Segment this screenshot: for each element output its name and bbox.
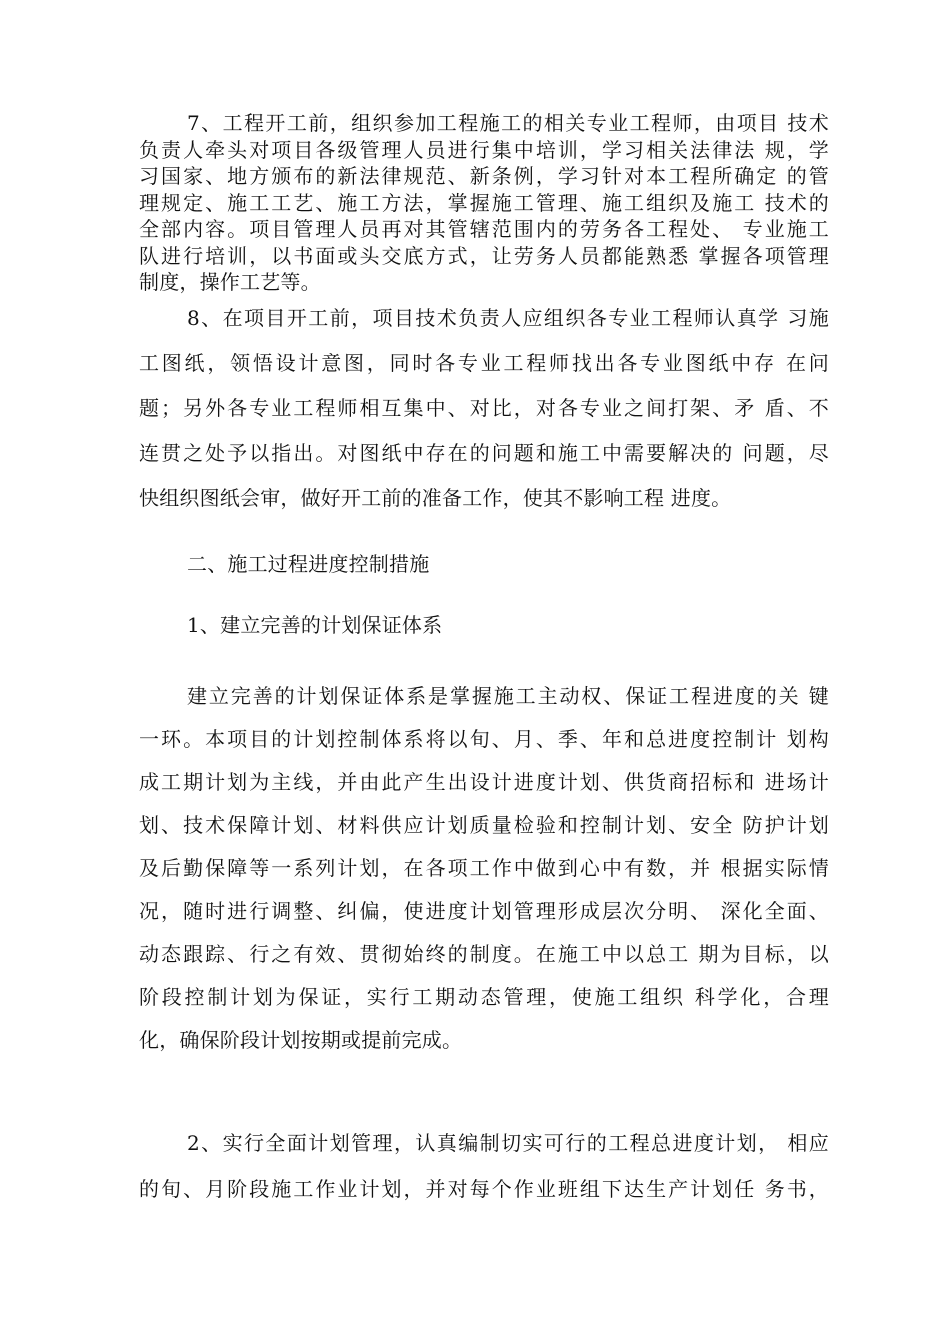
text-line: 7、工程开工前，组织参加工程施工的相关专业工程师，由项目 技术 — [187, 111, 829, 135]
text-line: 理规定、施工工艺、施工方法，掌握施工管理、施工组织及施工 技术的 — [139, 190, 829, 215]
text-line: 工图纸，领悟设计意图，同时各专业工程师找出各专业图纸中存 在问 — [139, 351, 829, 375]
section-heading: 二、施工过程进度控制措施 — [187, 552, 430, 576]
paragraph-item-7 — [139, 110, 829, 296]
text-line: 建立完善的计划保证体系是掌握施工主动权、保证工程进度的关 键 — [187, 684, 829, 708]
text-line: 题；另外各专业工程师相互集中、对比，对各专业之间打架、矛 盾、不 — [139, 396, 829, 420]
text-line: 的旬、月阶段施工作业计划，并对每个作业班组下达生产计划任 务书， — [139, 1177, 829, 1201]
text-line: 况，随时进行调整、纠偏，使进度计划管理形成层次分明、 深化全面、 — [139, 899, 829, 923]
text-line: 连贯之处予以指出。对图纸中存在的问题和施工中需要解决的 问题，尽 — [139, 441, 829, 465]
text-line: 快组织图纸会审，做好开工前的准备工作，使其不影响工程 进度。 — [139, 486, 732, 510]
text-line: 化，确保阶段计划按期或提前完成。 — [139, 1028, 463, 1052]
text-line: 成工期计划为主线，并由此产生出设计进度计划、供货商招标和 进场计 — [139, 770, 829, 794]
paragraph-item-2 — [139, 1120, 829, 1212]
text-line: 全部内容。项目管理人员再对其管辖范围内的劳务各工程处、 专业施工 — [139, 217, 829, 241]
text-line: 阶段控制计划为保证，实行工期动态管理，使施工组织 科学化，合理 — [139, 985, 829, 1009]
text-line: 划、技术保障计划、材料供应计划质量检验和控制计划、安全 防护计划 — [139, 813, 829, 837]
text-line: 2、实行全面计划管理，认真编制切实可行的工程总进度计划， 相应 — [187, 1131, 829, 1155]
text-line: 制度，操作工艺等。 — [139, 270, 321, 294]
text-line: 习国家、地方颁布的新法律规范、新条例，学习针对本工程所确定 的管 — [139, 164, 829, 188]
paragraph-plan-system — [139, 675, 829, 1062]
text-line: 一环。本项目的计划控制体系将以旬、月、季、年和总进度控制计 划构 — [139, 727, 829, 751]
text-line: 负责人牵头对项目各级管理人员进行集中培训，学习相关法律法 规，学 — [139, 137, 829, 162]
text-line: 8、在项目开工前，项目技术负责人应组织各专业工程师认真学 习施 — [187, 306, 829, 330]
text-line: 动态跟踪、行之有效、贯彻始终的制度。在施工中以总工 期为目标，以 — [139, 942, 829, 966]
text-line: 及后勤保障等一系列计划，在各项工作中做到心中有数，并 根据实际情 — [139, 856, 829, 880]
paragraph-item-8 — [139, 296, 829, 521]
subsection-heading: 1、建立完善的计划保证体系 — [187, 613, 443, 637]
text-line: 队进行培训，以书面或头交底方式，让劳务人员都能熟悉 掌握各项管理 — [139, 243, 829, 268]
